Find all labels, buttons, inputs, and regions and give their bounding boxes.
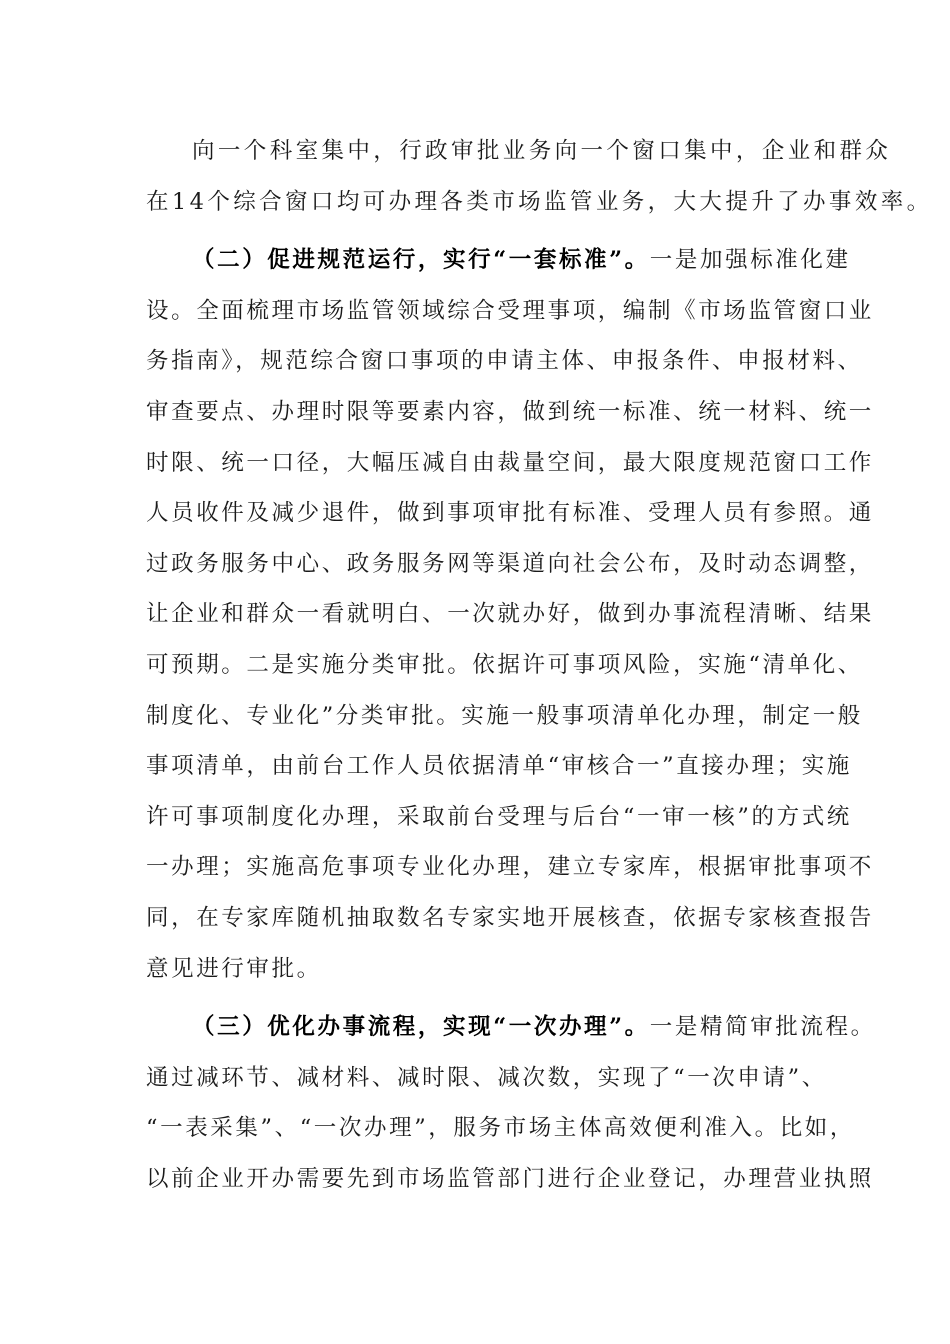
section-heading: （三）优化办事流程，实现“一次办理”。 [192,1014,650,1041]
text-line [146,235,851,286]
text-line: 过政务服务中心、政务服务网等渠道向社会公布，及时动态调整， [146,550,874,577]
text-line: 许可事项制度化办理，采取前台受理与后台“一审一核”的方式统 [146,803,852,830]
paragraph-standards [146,235,874,994]
text-line: 设。全面梳理市场监管领域综合受理事项，编制《市场监管窗口业 [146,297,874,324]
text-line: 在14个综合窗口均可办理各类市场监管业务，大大提升了办事效率。 [146,188,933,215]
text-line: 同，在专家库随机抽取数名专家实地开展核查，依据专家核查报告 [146,904,874,931]
paragraph-process [146,1002,876,1204]
text-line [146,1002,876,1053]
text-run: 一是加强标准化建 [649,247,851,274]
text-line: 通过减环节、减材料、减时限、减次数，实现了“一次申请”、 [146,1064,827,1091]
section-heading: （二）促进规范运行，实行“一套标准”。 [192,247,650,274]
paragraph-continuation [146,126,933,227]
text-line: 以前企业开办需要先到市场监管部门进行企业登记，办理营业执照 [146,1165,874,1192]
text-line: “一表采集”、“一次办理”，服务市场主体高效便利准入。比如， [146,1115,856,1142]
text-line: 务指南》，规范综合窗口事项的申请主体、申报条件、申报材料、 [146,348,863,375]
text-line: 可预期。二是实施分类审批。依据许可事项风险，实施“清单化、 [146,651,863,678]
text-line: 时限、统一口径，大幅压减自由裁量空间，最大限度规范窗口工作 [146,449,874,476]
text-line: 让企业和群众一看就明白、一次就办好，做到办事流程清晰、结果 [146,601,874,628]
text-line: 向一个科室集中，行政审批业务向一个窗口集中，企业和群众 [192,138,892,164]
text-run: 一是精简审批流程。 [649,1014,876,1041]
document-page [146,126,933,1204]
text-line: 一办理；实施高危事项专业化办理，建立专家库，根据审批事项不 [146,854,874,881]
text-line: 意见进行审批。 [146,955,322,982]
text-line: 人员收件及减少退件，做到事项审批有标准、受理人员有参照。通 [146,500,874,527]
text-line: 制度化、专业化”分类审批。实施一般事项清单化办理，制定一般 [146,702,863,729]
text-line: 事项清单，由前台工作人员依据清单“审核合一”直接办理；实施 [146,753,852,780]
text-line: 审查要点、办理时限等要素内容，做到统一标准、统一材料、统一 [146,398,874,425]
